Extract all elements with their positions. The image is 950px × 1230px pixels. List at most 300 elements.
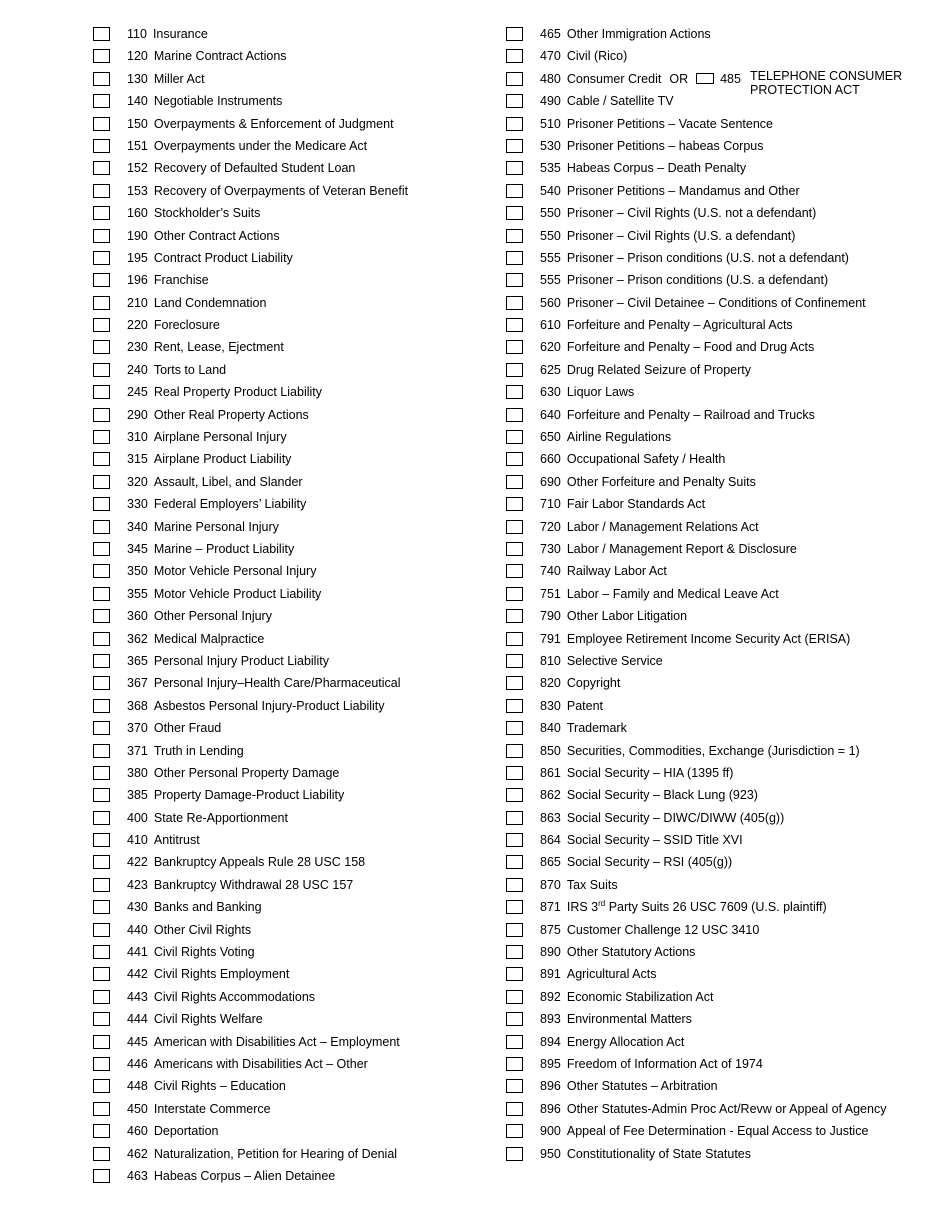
suit-name: Social Security – HIA (1395 ff) [566, 765, 734, 780]
nature-of-suit-row [506, 90, 926, 112]
suit-label [540, 762, 733, 784]
checkbox[interactable] [506, 1079, 523, 1093]
suit-name: Recovery of Defaulted Student Loan [153, 161, 356, 176]
suit-name: Social Security – SSID Title XVI [566, 833, 743, 848]
suit-name: Prisoner Petitions – Vacate Sentence [566, 116, 773, 131]
checkbox[interactable] [506, 184, 523, 198]
suit-label [127, 762, 339, 784]
checkbox[interactable] [506, 206, 523, 220]
suit-code: 830 [540, 698, 561, 713]
checkbox[interactable] [93, 609, 110, 623]
checkbox[interactable] [506, 161, 523, 175]
checkbox[interactable] [506, 273, 523, 287]
suit-code: 446 [127, 1056, 148, 1071]
nature-of-suit-row [93, 762, 493, 784]
suit-code: 540 [540, 183, 561, 198]
suit-code: 196 [127, 273, 148, 288]
suit-name: Forfeiture and Penalty – Agricultural Acts [566, 318, 793, 333]
checkbox[interactable] [506, 1124, 523, 1138]
nature-of-suit-row [93, 672, 493, 694]
suit-name: Asbestos Personal Injury-Product Liability [153, 698, 385, 713]
checkbox[interactable] [506, 609, 523, 623]
checkbox[interactable] [93, 385, 110, 399]
suit-code: 463 [127, 1168, 148, 1183]
checkbox[interactable] [93, 430, 110, 444]
checkbox[interactable] [506, 721, 523, 735]
checkbox[interactable] [93, 900, 110, 914]
checkbox[interactable] [93, 184, 110, 198]
checkbox[interactable] [93, 318, 110, 332]
checkbox[interactable] [93, 923, 110, 937]
suit-label [540, 68, 741, 90]
suit-code-alt: 485 [720, 71, 741, 86]
checkbox[interactable] [93, 1102, 110, 1116]
suit-code: 900 [540, 1124, 561, 1139]
suit-label [127, 1120, 218, 1142]
suit-name: Civil Rights Accommodations [153, 989, 316, 1004]
checkbox[interactable] [93, 452, 110, 466]
suit-name-suffix: Party Suits 26 USC 7609 (U.S. plaintiff) [605, 900, 827, 915]
suit-label [540, 560, 667, 582]
checkbox[interactable] [93, 206, 110, 220]
suit-name: Employee Retirement Income Security Act (ERISA) [566, 631, 851, 646]
suit-name: Prisoner – Civil Detainee – Conditions of Confinement [566, 295, 866, 310]
checkbox[interactable] [93, 967, 110, 981]
checkbox[interactable] [506, 72, 523, 86]
suit-label [540, 1143, 751, 1165]
checkbox[interactable] [506, 1057, 523, 1071]
checkbox[interactable] [93, 744, 110, 758]
checkbox[interactable] [93, 340, 110, 354]
suit-code: 630 [540, 385, 561, 400]
nature-of-suit-row [93, 807, 493, 829]
nature-of-suit-row [93, 45, 493, 67]
nature-of-suit-row [506, 269, 926, 291]
suit-name: Foreclosure [153, 318, 220, 333]
checkbox[interactable] [93, 273, 110, 287]
checkbox[interactable] [506, 900, 523, 914]
suit-code: 864 [540, 833, 561, 848]
suit-code: 445 [127, 1034, 148, 1049]
suit-name: Insurance [152, 27, 208, 41]
suit-label [540, 90, 674, 112]
checkbox[interactable] [506, 788, 523, 802]
suit-name: Stockholder’s Suits [153, 206, 261, 221]
suit-code: 150 [127, 116, 148, 131]
suit-label [127, 829, 200, 851]
suit-name: Civil Rights – Education [153, 1079, 286, 1094]
suit-code: 210 [127, 295, 148, 310]
checkbox[interactable] [506, 1147, 523, 1161]
checkbox[interactable] [93, 542, 110, 556]
checkbox[interactable] [93, 475, 110, 489]
suit-label [540, 986, 713, 1008]
suit-code: 892 [540, 989, 561, 1004]
checkbox[interactable] [93, 229, 110, 243]
suit-code: 410 [127, 833, 148, 848]
checkbox[interactable] [93, 654, 110, 668]
nature-of-suit-row [506, 448, 926, 470]
checkbox[interactable] [93, 788, 110, 802]
suit-code: 380 [127, 765, 148, 780]
checkbox[interactable] [93, 587, 110, 601]
checkbox[interactable] [506, 878, 523, 892]
checkbox[interactable] [506, 1035, 523, 1049]
checkbox[interactable] [93, 564, 110, 578]
suit-code: 152 [127, 161, 148, 176]
suit-label [540, 628, 850, 650]
suit-name: Property Damage-Product Liability [153, 788, 345, 803]
checkbox[interactable] [93, 72, 110, 86]
suit-name: Other Immigration Actions [566, 27, 711, 41]
left-column [93, 23, 493, 1187]
suit-label [127, 605, 272, 627]
suit-name: Labor / Management Relations Act [566, 519, 759, 534]
suit-name: Appeal of Fee Determination - Equal Access to Justice [566, 1124, 869, 1139]
nature-of-suit-row [93, 448, 493, 470]
suit-name: Marine Contract Actions [153, 49, 287, 64]
suit-name: Prisoner Petitions – Mandamus and Other [566, 183, 800, 198]
checkbox[interactable] [506, 564, 523, 578]
checkbox[interactable] [506, 833, 523, 847]
checkbox[interactable] [506, 229, 523, 243]
suit-label [540, 336, 814, 358]
checkbox[interactable] [93, 990, 110, 1004]
suit-name: Torts to Land [153, 362, 227, 377]
checkbox[interactable] [93, 721, 110, 735]
checkbox[interactable] [506, 94, 523, 108]
suit-name: Other Statutory Actions [566, 945, 696, 960]
suit-code: 450 [127, 1101, 148, 1116]
suit-name: Drug Related Seizure of Property [566, 362, 751, 377]
nature-of-suit-row [93, 784, 493, 806]
checkbox[interactable] [93, 296, 110, 310]
suit-name: State Re-Apportionment [153, 810, 288, 825]
nature-of-suit-row [93, 1098, 493, 1120]
nature-of-suit-row [506, 605, 926, 627]
suit-label [540, 292, 866, 314]
checkbox[interactable] [506, 340, 523, 354]
suit-label [540, 404, 815, 426]
checkbox[interactable] [506, 430, 523, 444]
suit-name: Other Civil Rights [153, 922, 252, 937]
checkbox[interactable] [93, 161, 110, 175]
nature-of-suit-row [506, 45, 926, 67]
checkbox[interactable] [506, 654, 523, 668]
suit-name: Personal Injury–Health Care/Pharmaceutical [153, 676, 401, 691]
suit-code: 430 [127, 900, 148, 915]
suit-code: 160 [127, 206, 148, 221]
suit-label [127, 292, 266, 314]
suit-name: Interstate Commerce [153, 1101, 271, 1116]
suit-name: Civil Rights Voting [153, 945, 255, 960]
nature-of-suit-row [93, 359, 493, 381]
checkbox[interactable] [93, 878, 110, 892]
suit-name: Bankruptcy Appeals Rule 28 USC 158 [153, 855, 366, 870]
suit-name: Consumer Credit [566, 71, 662, 86]
checkbox[interactable] [93, 27, 110, 41]
suit-name: Prisoner Petitions – habeas Corpus [566, 138, 764, 153]
suit-name: Civil Rights Welfare [153, 1012, 263, 1027]
checkbox[interactable] [506, 117, 523, 131]
checkbox[interactable] [506, 945, 523, 959]
suit-code: 140 [127, 94, 148, 109]
suit-name: Labor – Family and Medical Leave Act [566, 586, 779, 601]
nature-of-suit-row [93, 919, 493, 941]
checkbox[interactable] [506, 318, 523, 332]
suit-name: Trademark [566, 721, 627, 736]
checkbox[interactable] [93, 497, 110, 511]
suit-code: 423 [127, 877, 148, 892]
suit-code: 110 [127, 27, 147, 41]
checkbox[interactable] [93, 117, 110, 131]
checkbox[interactable] [93, 1124, 110, 1138]
suit-label [127, 247, 293, 269]
checkbox[interactable] [93, 49, 110, 63]
suit-code: 871 [540, 900, 561, 915]
suit-code: 371 [127, 743, 148, 758]
nature-of-suit-row [506, 560, 926, 582]
checkbox[interactable] [506, 296, 523, 310]
suit-name: Energy Allocation Act [566, 1034, 685, 1049]
checkbox[interactable] [93, 1169, 110, 1183]
checkbox[interactable] [506, 452, 523, 466]
checkbox[interactable] [506, 475, 523, 489]
suit-code: 422 [127, 855, 148, 870]
checkbox[interactable] [506, 1012, 523, 1026]
suit-code: 330 [127, 497, 148, 512]
suit-label [127, 963, 289, 985]
suit-code: 730 [540, 541, 561, 556]
suit-code: 367 [127, 676, 148, 691]
nature-of-suit-row [506, 359, 926, 381]
checkbox[interactable] [506, 363, 523, 377]
checkbox[interactable] [506, 27, 523, 41]
suit-label [127, 784, 344, 806]
suit-label [540, 359, 751, 381]
checkbox[interactable] [506, 385, 523, 399]
suit-name: Forfeiture and Penalty – Railroad and Trucks [566, 407, 815, 422]
checkbox[interactable] [93, 1035, 110, 1049]
suit-name-superscript: rd [598, 899, 606, 909]
suit-name: Prisoner – Prison conditions (U.S. a defendant) [566, 273, 829, 288]
nature-of-suit-row [506, 336, 926, 358]
checkbox[interactable] [506, 744, 523, 758]
checkbox[interactable] [506, 251, 523, 265]
suit-name: Franchise [153, 273, 209, 288]
checkbox[interactable] [93, 945, 110, 959]
suit-name: Railway Labor Act [566, 564, 667, 579]
nature-of-suit-row [506, 829, 926, 851]
checkbox[interactable] [506, 497, 523, 511]
suit-code: 462 [127, 1146, 148, 1161]
suit-label [540, 448, 725, 470]
checkbox[interactable] [506, 1102, 523, 1116]
nature-of-suit-row [93, 1120, 493, 1142]
suit-label [127, 113, 394, 135]
suit-code: 550 [540, 206, 561, 221]
checkbox[interactable] [506, 811, 523, 825]
nature-of-suit-row [93, 381, 493, 403]
suit-code: 315 [127, 452, 148, 467]
suit-label [540, 45, 627, 67]
suit-label [540, 919, 759, 941]
checkbox[interactable] [506, 855, 523, 869]
checkbox[interactable] [93, 855, 110, 869]
suit-label [540, 583, 779, 605]
suit-code: 710 [540, 497, 561, 512]
checkbox[interactable] [93, 251, 110, 265]
suit-code: 385 [127, 788, 148, 803]
nature-of-suit-row [93, 202, 493, 224]
checkbox[interactable] [93, 1057, 110, 1071]
nature-of-suit-row [506, 807, 926, 829]
nature-of-suit-row [506, 225, 926, 247]
suit-label [127, 381, 322, 403]
checkbox[interactable] [506, 542, 523, 556]
checkbox[interactable] [93, 1147, 110, 1161]
checkbox[interactable] [93, 94, 110, 108]
checkbox[interactable] [93, 520, 110, 534]
suit-label [127, 516, 279, 538]
checkbox[interactable] [93, 699, 110, 713]
suit-name: Motor Vehicle Personal Injury [153, 564, 317, 579]
suit-name: Other Personal Injury [153, 609, 272, 624]
suit-label [540, 874, 618, 896]
suit-code: 151 [127, 138, 148, 153]
nature-of-suit-row [506, 740, 926, 762]
nature-of-suit-row [93, 292, 493, 314]
suit-label [127, 90, 282, 112]
suit-code: 535 [540, 161, 561, 176]
checkbox[interactable] [506, 632, 523, 646]
suit-code: 530 [540, 138, 561, 153]
suit-code: 120 [127, 49, 148, 64]
nature-of-suit-row [506, 717, 926, 739]
checkbox[interactable] [93, 1079, 110, 1093]
suit-code: 340 [127, 519, 148, 534]
suit-name: Assault, Libel, and Slander [153, 474, 303, 489]
nature-of-suit-row [506, 1031, 926, 1053]
checkbox[interactable] [93, 676, 110, 690]
suit-label [540, 740, 860, 762]
suit-name: Other Forfeiture and Penalty Suits [566, 474, 756, 489]
suit-name: Overpayments under the Medicare Act [153, 138, 368, 153]
nature-of-suit-row [93, 896, 493, 918]
suit-name: Other Personal Property Damage [153, 765, 340, 780]
suit-label [127, 359, 226, 381]
nature-of-suit-row [506, 314, 926, 336]
suit-code: 862 [540, 788, 561, 803]
checkbox[interactable] [93, 408, 110, 422]
checkbox[interactable] [93, 139, 110, 153]
nature-of-suit-row [506, 404, 926, 426]
checkbox[interactable] [93, 363, 110, 377]
suit-name: Cable / Satellite TV [566, 94, 674, 109]
suit-code: 790 [540, 609, 561, 624]
suit-label [127, 650, 329, 672]
checkbox[interactable] [506, 699, 523, 713]
suit-label [540, 851, 732, 873]
suit-label [127, 986, 315, 1008]
nature-of-suit-row [93, 941, 493, 963]
suit-name: Medical Malpractice [153, 631, 265, 646]
suit-code: 820 [540, 676, 561, 691]
suit-label [540, 650, 663, 672]
checkbox[interactable] [93, 632, 110, 646]
right-column [506, 23, 926, 1165]
suit-label [540, 1120, 868, 1142]
checkbox[interactable] [93, 766, 110, 780]
checkbox[interactable] [506, 587, 523, 601]
suit-label [540, 538, 797, 560]
suit-label [540, 247, 849, 269]
suit-code: 370 [127, 721, 148, 736]
checkbox[interactable] [506, 967, 523, 981]
nature-of-suit-row [506, 784, 926, 806]
checkbox[interactable] [93, 833, 110, 847]
suit-label [127, 1053, 368, 1075]
checkbox[interactable] [506, 676, 523, 690]
suit-name: Habeas Corpus – Death Penalty [566, 161, 747, 176]
suit-label [540, 807, 784, 829]
checkbox[interactable] [506, 139, 523, 153]
nature-of-suit-row [506, 695, 926, 717]
suit-label [540, 135, 764, 157]
suit-name: Personal Injury Product Liability [153, 653, 329, 668]
suit-label [127, 314, 220, 336]
nature-of-suit-row [93, 113, 493, 135]
suit-code: 610 [540, 318, 561, 333]
suit-label [127, 404, 309, 426]
nature-of-suit-row [506, 381, 926, 403]
suit-code: 660 [540, 452, 561, 467]
suit-code: 751 [540, 586, 561, 601]
checkbox[interactable] [93, 1012, 110, 1026]
suit-code: 355 [127, 586, 148, 601]
suit-label [540, 314, 793, 336]
suit-label [127, 919, 251, 941]
checkbox[interactable] [506, 990, 523, 1004]
checkbox[interactable] [506, 766, 523, 780]
nature-of-suit-row [93, 1075, 493, 1097]
suit-code: 290 [127, 407, 148, 422]
checkbox[interactable] [506, 923, 523, 937]
checkbox-alt[interactable] [696, 73, 714, 84]
suit-code: 444 [127, 1012, 148, 1027]
suit-name: Antitrust [153, 833, 200, 848]
checkbox[interactable] [506, 49, 523, 63]
suit-code: 894 [540, 1034, 561, 1049]
suit-label [127, 560, 316, 582]
suit-code: 368 [127, 698, 148, 713]
suit-label [127, 1008, 263, 1030]
checkbox[interactable] [506, 408, 523, 422]
suit-label [127, 448, 291, 470]
suit-label [127, 135, 367, 157]
suit-name: Airplane Personal Injury [153, 430, 287, 445]
suit-code: 360 [127, 609, 148, 624]
suit-name: Civil Rights Employment [153, 967, 290, 982]
suit-code: 490 [540, 94, 561, 109]
checkbox[interactable] [93, 811, 110, 825]
suit-code: 865 [540, 855, 561, 870]
suit-name: Other Statutes – Arbitration [566, 1079, 718, 1094]
suit-label [540, 672, 620, 694]
checkbox[interactable] [506, 520, 523, 534]
nature-of-suit-row [93, 225, 493, 247]
suit-code: 195 [127, 250, 148, 265]
